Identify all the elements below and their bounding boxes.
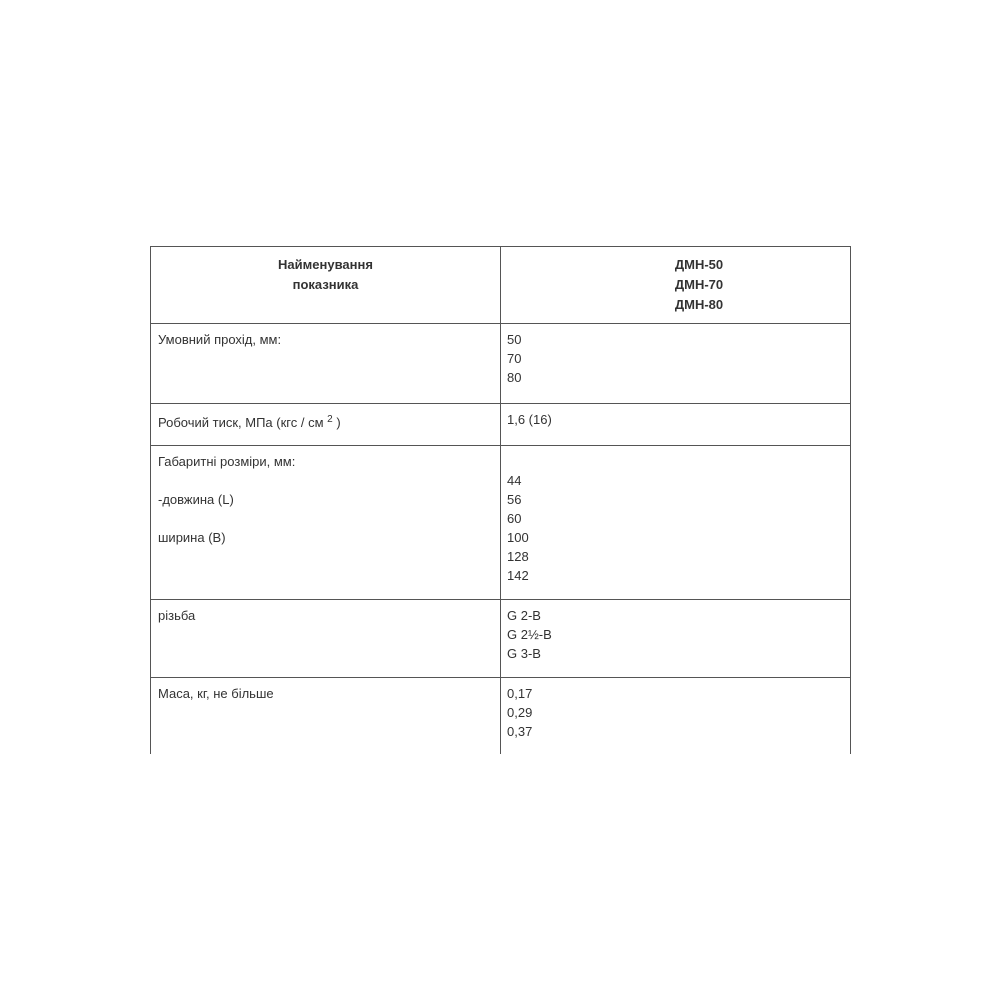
nominal-bore-value-2: 70 — [507, 351, 522, 366]
thread-label: різьба — [158, 608, 196, 623]
pressure-value-cell — [501, 404, 851, 446]
dimensions-value-3: 60 — [507, 511, 522, 526]
thread-value-1: G 2-B — [507, 608, 541, 623]
dimensions-value-6: 142 — [507, 568, 529, 583]
thread-label-cell — [151, 600, 501, 678]
mass-value-2: 0,29 — [507, 705, 533, 720]
mass-label: Маса, кг, не більше — [158, 686, 274, 701]
dimensions-label: Габаритні розміри, мм: — [158, 454, 296, 469]
thread-values-cell — [501, 600, 851, 678]
dimensions-length-label: -довжина (L) — [158, 492, 234, 507]
pressure-label: Робочий тиск, МПа (кгс / см — [158, 415, 324, 430]
dimensions-width-label: ширина (В) — [158, 530, 226, 545]
table-row-dimensions — [151, 446, 851, 600]
dimensions-value-1: 44 — [507, 473, 522, 488]
header-name-line2: показника — [292, 277, 359, 292]
table-row-nominal-bore — [151, 324, 851, 404]
table-row-mass — [151, 678, 851, 754]
header-models-cell — [501, 247, 851, 324]
mass-values-cell — [501, 678, 851, 754]
header-model-3: ДМН-80 — [674, 297, 724, 312]
nominal-bore-label-cell — [151, 324, 501, 404]
mass-value-1: 0,17 — [507, 686, 533, 701]
nominal-bore-value-3: 80 — [507, 370, 522, 385]
thread-value-3: G 3-B — [507, 646, 541, 661]
nominal-bore-label: Умовний прохід, мм: — [158, 332, 282, 347]
table-row-thread — [151, 600, 851, 678]
nominal-bore-values-cell — [501, 324, 851, 404]
pressure-label-superscript: 2 — [327, 414, 333, 425]
header-model-2: ДМН-70 — [674, 277, 724, 292]
pressure-label-tail: ) — [336, 415, 341, 430]
pressure-value: 1,6 (16) — [507, 412, 552, 427]
dimensions-value-4: 100 — [507, 530, 529, 545]
nominal-bore-value-1: 50 — [507, 332, 522, 347]
dimensions-values-cell — [501, 446, 851, 600]
table-row-pressure — [151, 404, 851, 446]
header-row — [151, 247, 851, 324]
dimensions-value-2: 56 — [507, 492, 522, 507]
header-name-line1: Найменування — [278, 257, 373, 272]
mass-label-cell — [151, 678, 501, 754]
dimensions-label-cell — [151, 446, 501, 600]
thread-value-2: G 2½-B — [507, 627, 552, 642]
header-model-1: ДМН-50 — [674, 257, 724, 272]
specification-table — [150, 246, 851, 754]
dimensions-value-5: 128 — [507, 549, 529, 564]
header-name-cell — [151, 247, 501, 324]
pressure-label-cell — [151, 404, 501, 446]
mass-value-3: 0,37 — [507, 724, 533, 739]
